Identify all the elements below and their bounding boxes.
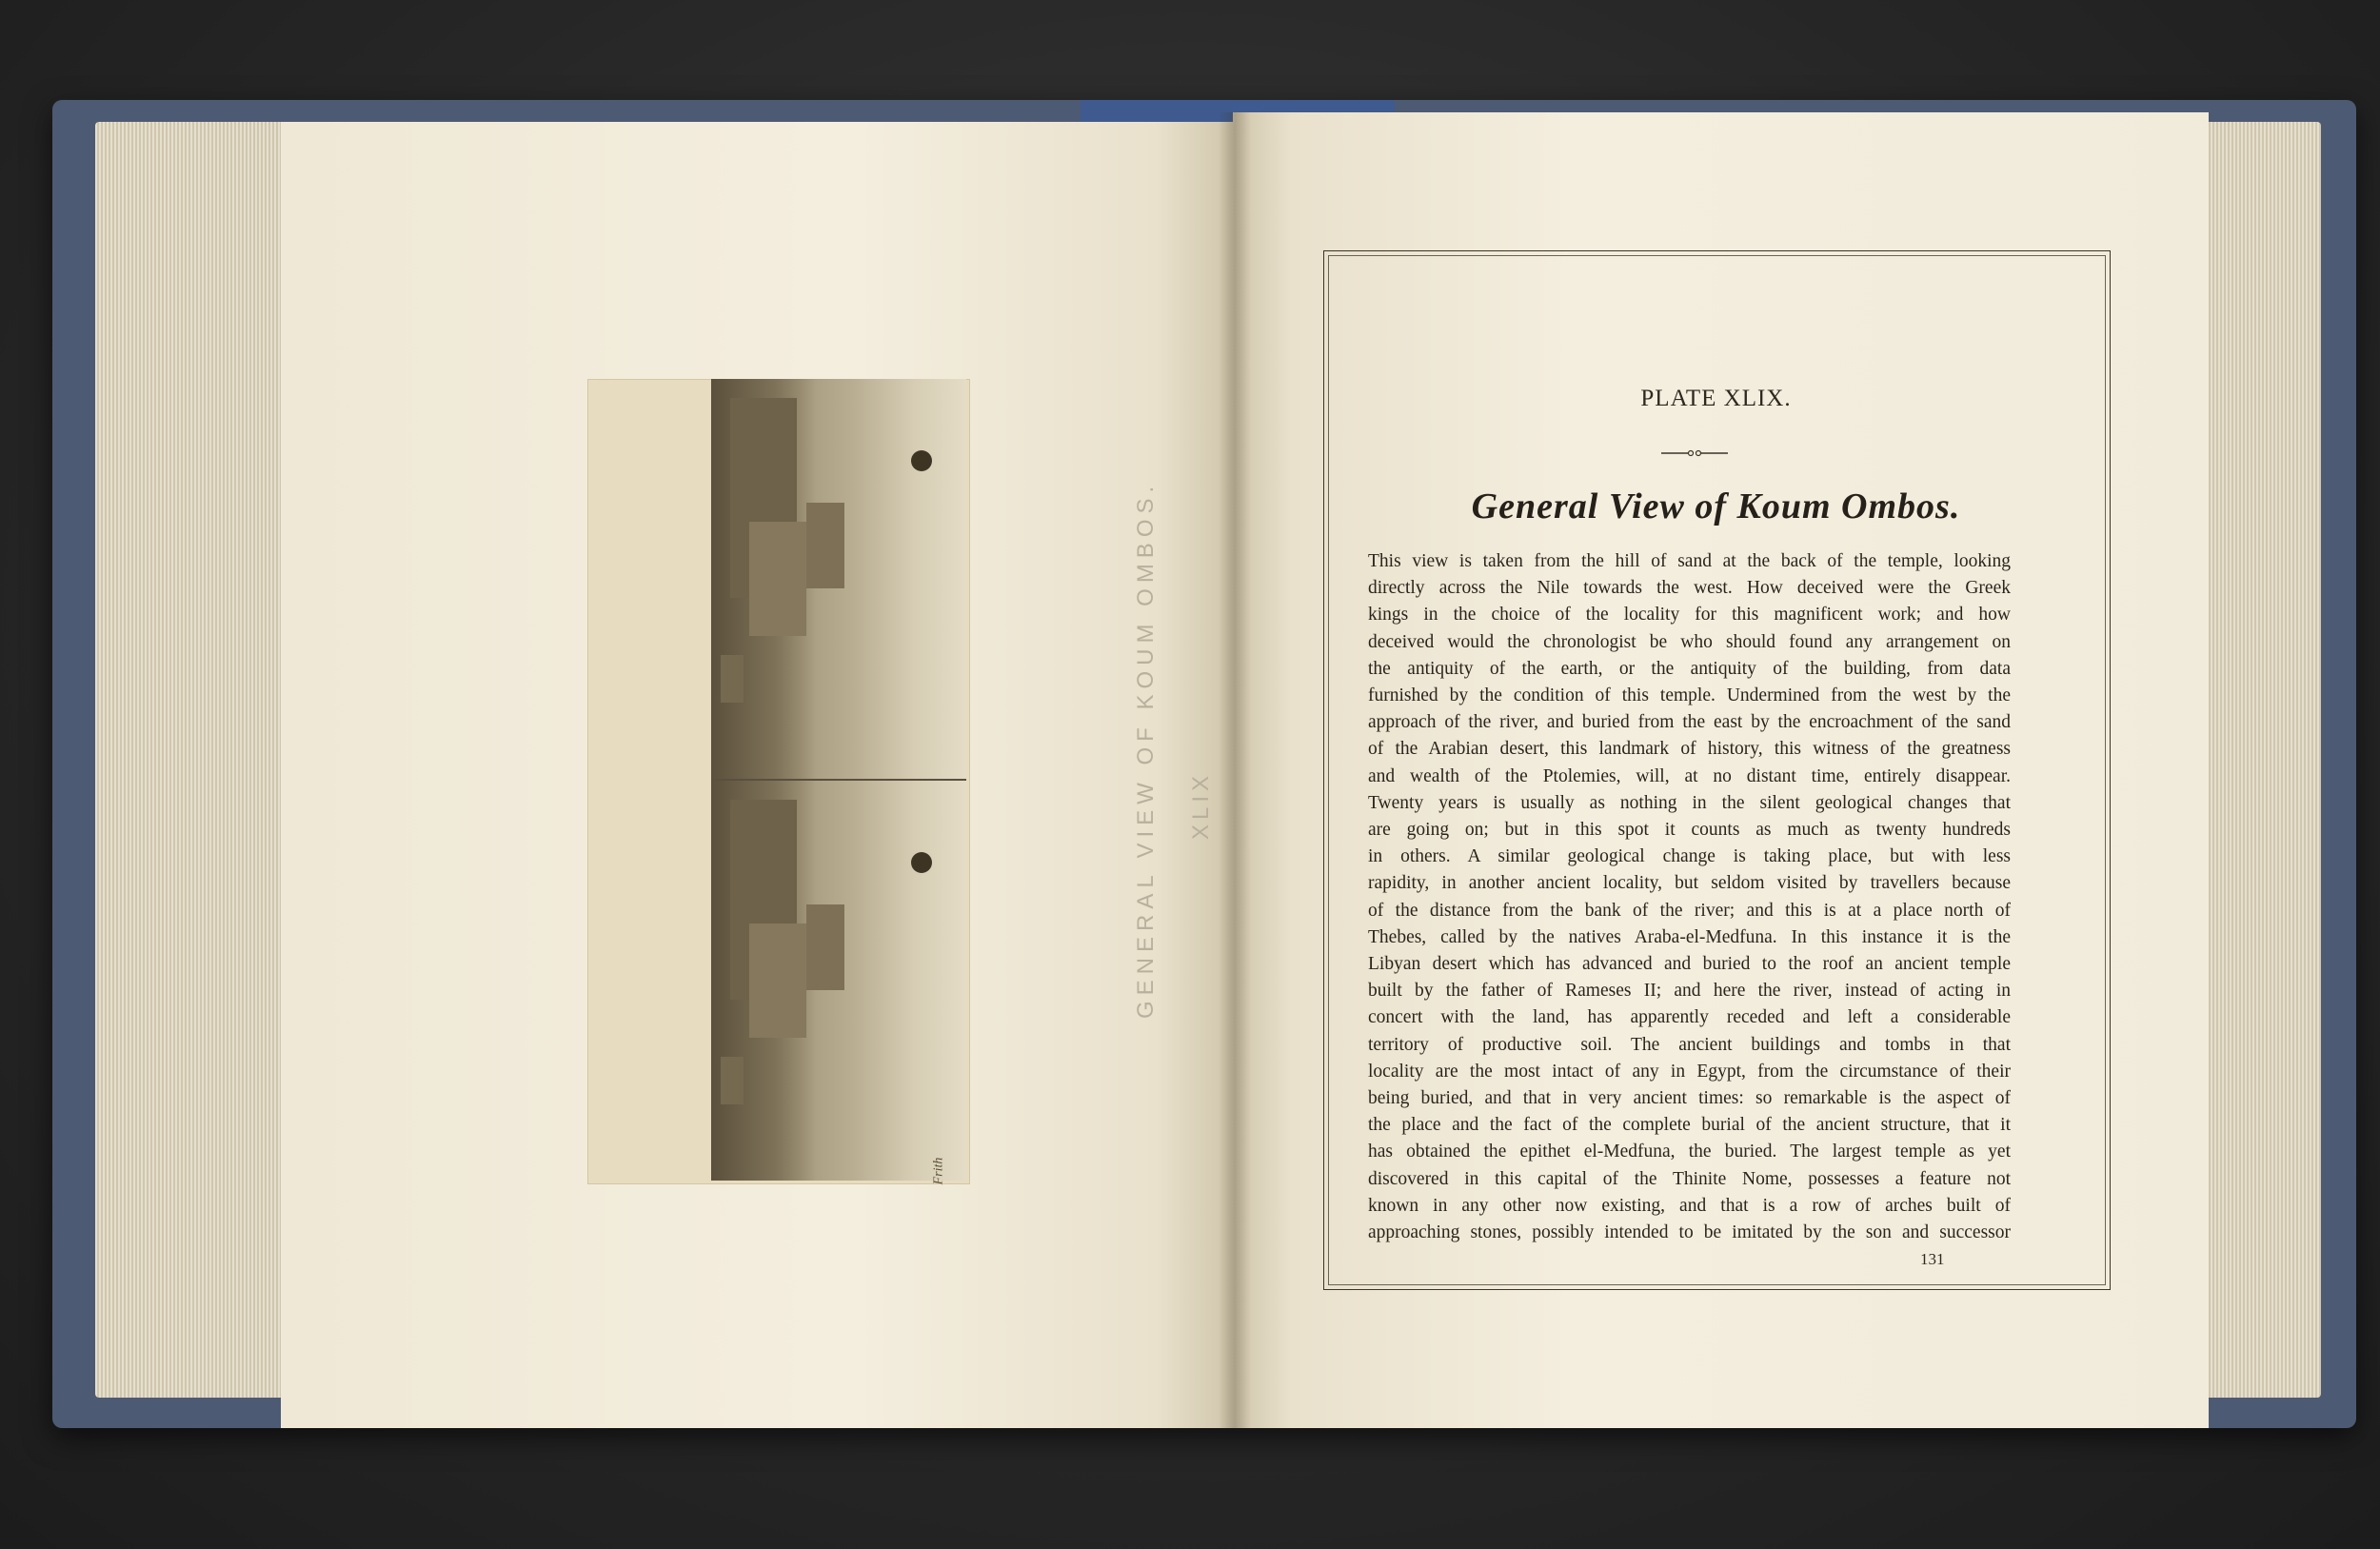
body-line: are going on; but in this spot it counts as much as twenty hundreds	[1368, 820, 2011, 841]
body-line: known in any other now existing, and that is a row of arches built of	[1368, 1195, 2011, 1216]
body-line: This view is taken from the hill of sand at the back of the temple, looking	[1368, 551, 2011, 571]
body-line: has obtained the epithet el-Medfuna, the buried. The largest temple as yet	[1368, 1142, 2011, 1162]
body-line: Twenty years is usually as nothing in the silent geological changes that	[1368, 792, 2011, 813]
body-line: in others. A similar geological change is taking place, but with less	[1368, 846, 2011, 867]
body-line: territory of productive soil. The ancient buildings and tombs in that	[1368, 1034, 2011, 1055]
stereo-photograph	[587, 379, 970, 1184]
body-text	[1368, 548, 2011, 1246]
body-line: being buried, and that in very ancient times: so remarkable is the aspect of	[1368, 1088, 2011, 1109]
body-line: Libyan desert which has advanced and buried to the roof an ancient temple	[1368, 954, 2011, 975]
body-line: discovered in this capital of the Thinite Nome, possesses a feature not	[1368, 1168, 2011, 1189]
body-line: furnished by the condition of this temple. Undermined from the west by the	[1368, 685, 2011, 706]
body-line: kings in the choice of the locality for this magnificent work; and how	[1368, 605, 2011, 626]
body-line: approaching stones, possibly intended to be imitated by the son and successor	[1368, 1222, 2011, 1243]
body-line: deceived would the chronologist be who should found any arrangement on	[1368, 631, 2011, 652]
body-line: the antiquity of the earth, or the antiquity of the building, from data	[1368, 658, 2011, 679]
body-line: the place and the fact of the complete burial of the ancient structure, that it	[1368, 1115, 2011, 1136]
stereo-photo-bottom	[711, 779, 966, 1181]
photo-caption: GENERAL VIEW OF KOUM OMBOS.	[1133, 480, 1159, 1019]
page-edges-right	[2207, 122, 2321, 1398]
body-line: and wealth of the Ptolemies, will, at no distant time, entirely disappear.	[1368, 765, 2011, 786]
body-line: locality are the most intact of any in Egypt, from the circumstance of their	[1368, 1061, 2011, 1082]
body-line: of the distance from the bank of the river; and this is at a place north of	[1368, 900, 2011, 921]
body-line: approach of the river, and buried from the east by the encroachment of the sand	[1368, 712, 2011, 733]
photo-signature: Frith	[931, 1157, 946, 1185]
body-line: concert with the land, has apparently receded and left a considerable	[1368, 1007, 2011, 1028]
plate-number: XLIX	[1188, 770, 1214, 840]
figure	[911, 852, 932, 873]
page-heading: General View of Koum Ombos.	[1471, 487, 1961, 526]
ornament-divider	[1661, 447, 1728, 459]
stereo-photo-top	[711, 379, 966, 779]
body-line: built by the father of Rameses II; and here the river, instead of acting in	[1368, 981, 2011, 1002]
page-edges-left	[95, 122, 286, 1398]
book-gutter	[1219, 112, 1251, 1428]
body-line: rapidity, in another ancient locality, but seldom visited by travellers because	[1368, 873, 2011, 894]
body-line: Thebes, called by the natives Araba-el-Medfuna. In this instance it is the	[1368, 926, 2011, 947]
figure	[911, 450, 932, 471]
body-line: of the Arabian desert, this landmark of history, this witness of the greatness	[1368, 739, 2011, 760]
body-line: directly across the Nile towards the west. How deceived were the Greek	[1368, 578, 2011, 599]
plate-title: PLATE XLIX.	[1640, 386, 1792, 411]
page-number: 131	[1920, 1250, 1945, 1268]
